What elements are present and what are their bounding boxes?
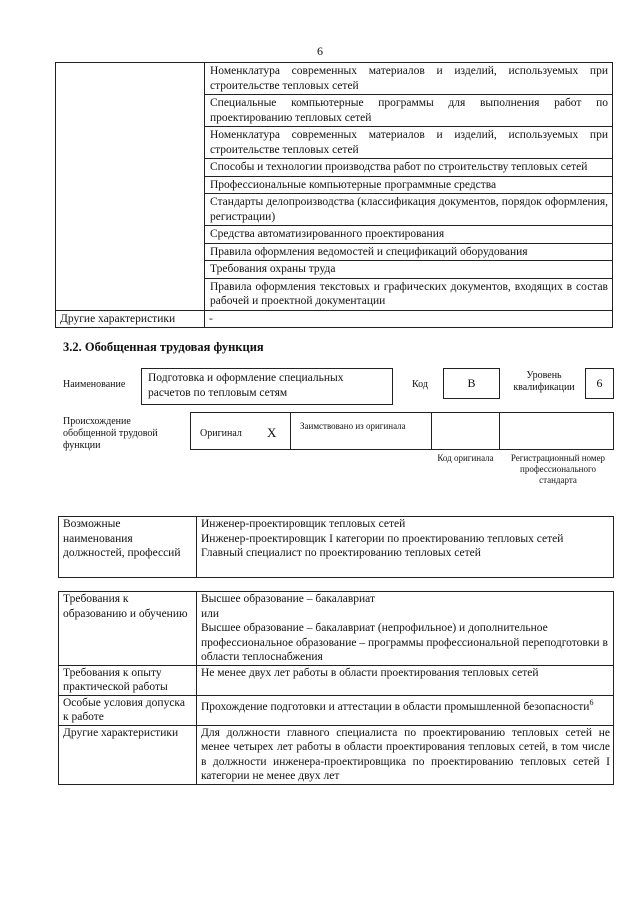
reg-number-cell [499, 412, 614, 450]
other-characteristics-value: - [205, 310, 613, 328]
reg-number-caption: Регистрационный номер профессионального стандарта [510, 453, 606, 485]
page-number: 6 [317, 44, 323, 58]
positions-label: Возможные наименования должностей, профессий [59, 517, 197, 578]
table-row [59, 592, 614, 666]
positions-table [58, 516, 614, 578]
original-mark: X [267, 425, 277, 440]
code-original-cell [431, 412, 500, 450]
list-item: Специальные компьютерные программы для выполнения работ по проектированию тепловых сетей [205, 95, 613, 127]
list-item: Правила оформления текстовых и графических документов, входящих в состав рабочей и проектной документации [205, 278, 613, 310]
list-item: или [201, 607, 220, 620]
list-item: Номенклатура современных материалов и изделий, используемых при строительстве тепловых сетей [205, 63, 613, 95]
list-item: Профессиональные компьютерные программные средства [205, 176, 613, 194]
list-item: Средства автоматизированного проектирования [205, 226, 613, 244]
empty-label-cell [56, 63, 205, 311]
positions-list [197, 517, 614, 578]
special-label: Особые условия допуска к работе [59, 695, 197, 725]
education-value [197, 592, 614, 666]
code-original-caption: Код оригинала [437, 453, 494, 463]
list-item: Инженер-проектировщик тепловых сетей [201, 518, 406, 530]
table-row [59, 725, 614, 784]
requirements-table [58, 591, 614, 785]
table-row [56, 310, 613, 328]
list-item: Стандарты делопроизводства (классификация документов, порядок оформления, регистрации) [205, 194, 613, 226]
list-item: Правила оформления ведомостей и спецификаций оборудования [205, 243, 613, 261]
experience-value: Не менее двух лет работы в области проектирования тепловых сетей [197, 665, 614, 695]
special-value [197, 695, 614, 725]
list-item: Высшее образование – бакалавриат (непрофильное) и дополнительное профессиональное образование – программы профессиональной переподготовки в области теплоснабжения [201, 622, 608, 663]
footnote-mark: 6 [589, 697, 594, 707]
other-characteristics-label: Другие характеристики [56, 310, 205, 328]
table-row [56, 63, 613, 95]
list-item: Номенклатура современных материалов и изделий, используемых при строительстве тепловых сетей [205, 127, 613, 159]
name-value: Подготовка и оформление специальных расчетов по тепловым сетям [141, 368, 393, 405]
special-text: Прохождение подготовки и аттестации в области промышленной безопасности [201, 700, 590, 713]
education-label: Требования к образованию и обучению [59, 592, 197, 666]
list-item: Требования охраны труда [205, 261, 613, 279]
borrowed-cell [290, 412, 432, 450]
level-label: Уровень квалификации [513, 370, 575, 393]
other-value: Для должности главного специалиста по проектированию тепловых сетей не менее четырех лет работы в области проектирования тепловых сетей, в том числе в должности инженера-проектировщика по проектированию тепловых сетей I категории не менее двух лет [197, 725, 614, 784]
table-row [59, 665, 614, 695]
borrowed-label: Заимствовано из оригинала [300, 421, 406, 431]
code-value: В [443, 368, 500, 399]
level-value: 6 [585, 368, 614, 399]
code-label: Код [412, 379, 428, 390]
table-row [59, 517, 614, 578]
knowledge-table [55, 62, 613, 328]
list-item: Инженер-проектировщик I категории по проектированию тепловых сетей [201, 532, 564, 545]
list-item: Главный специалист по проектированию тепловых сетей [201, 547, 481, 559]
origin-label: Происхождение обобщенной трудовой функции [63, 416, 158, 451]
other-label: Другие характеристики [59, 725, 197, 784]
name-label: Наименование [63, 379, 126, 390]
experience-label: Требования к опыту практической работы [59, 665, 197, 695]
original-label: Оригинал [200, 428, 242, 439]
section-title: 3.2. Обобщенная трудовая функция [63, 340, 264, 354]
list-item: Способы и технологии производства работ по строительству тепловых сетей [205, 159, 613, 177]
original-cell [190, 412, 291, 450]
list-item: Высшее образование – бакалавриат [201, 593, 375, 605]
table-row [59, 695, 614, 725]
